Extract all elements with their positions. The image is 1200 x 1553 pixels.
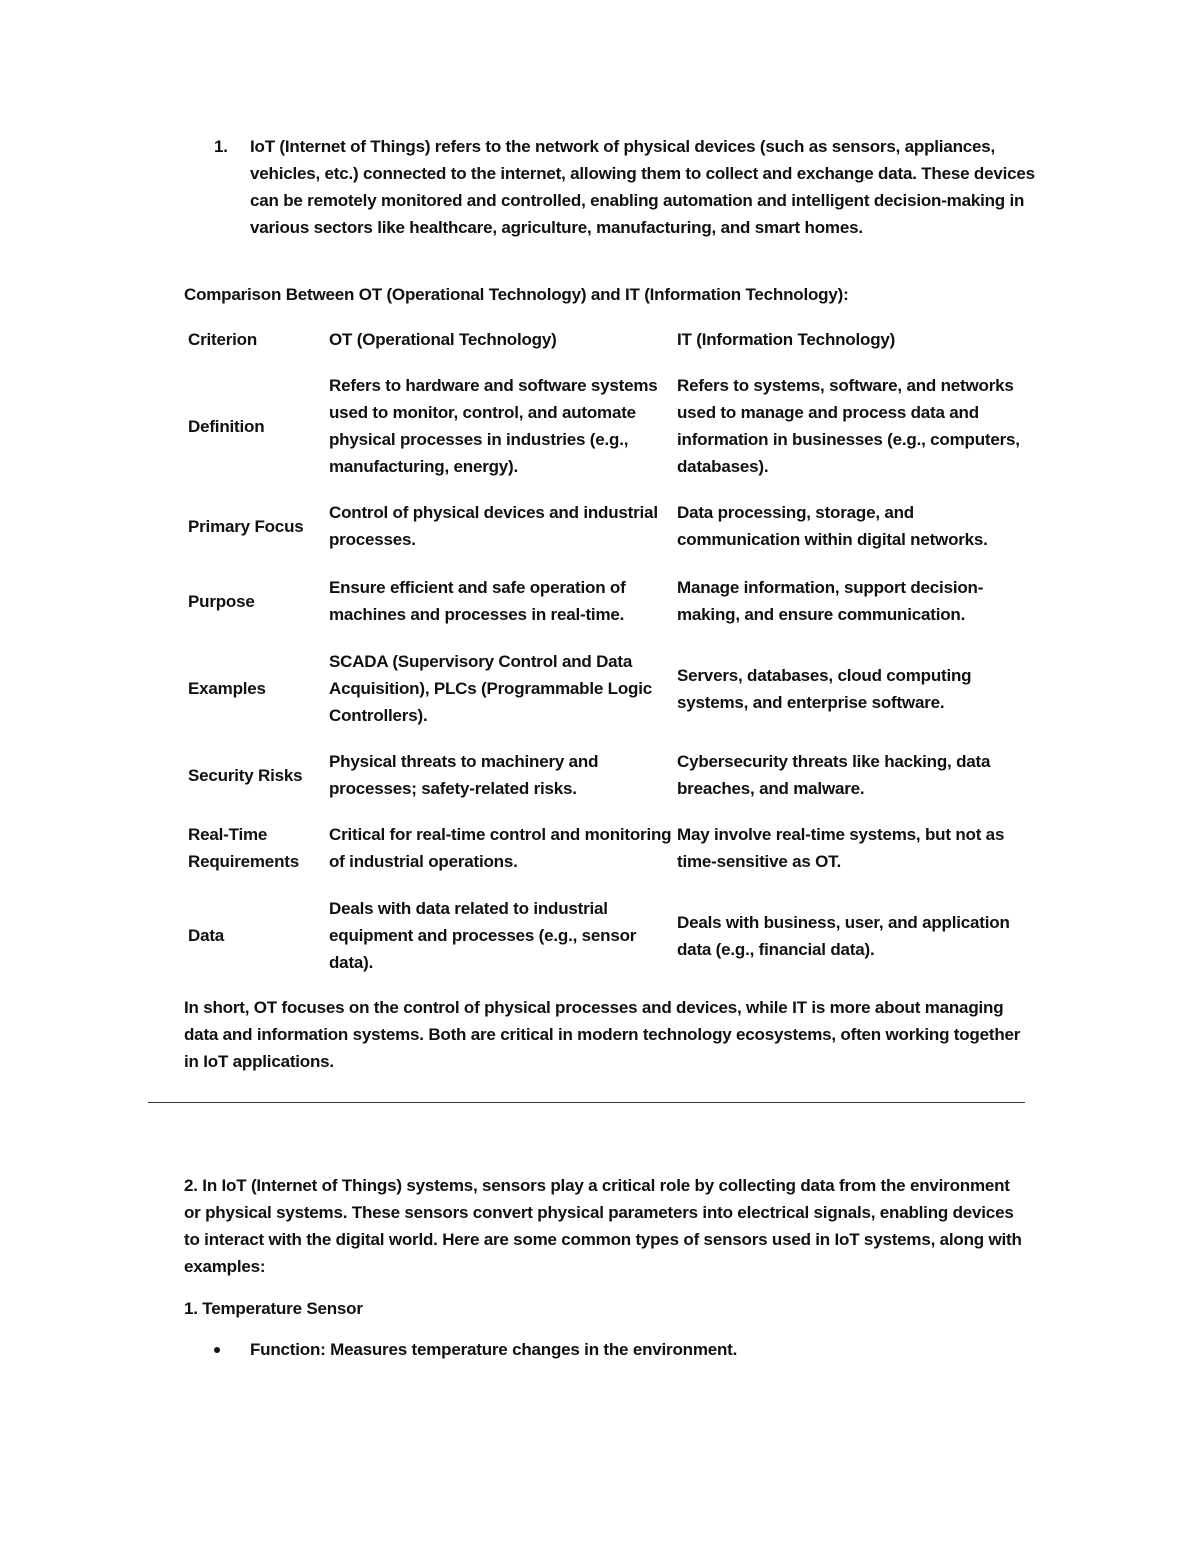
row-ot-cell: Control of physical devices and industrial processes. (329, 503, 658, 549)
row-criterion: Examples (188, 679, 266, 698)
comparison-heading: Comparison Between OT (Operational Technology) and IT (Information Technology): (184, 285, 849, 304)
table-row (188, 895, 1028, 976)
table-row (188, 748, 1028, 802)
row-ot-cell: Ensure efficient and safe operation of machines and processes in real-time. (329, 578, 626, 624)
list-number: 1. (214, 137, 228, 156)
row-ot-cell: SCADA (Supervisory Control and Data Acquisition), PLCs (Programmable Logic Controllers). (329, 652, 652, 725)
row-it-cell: Data processing, storage, and communication within digital networks. (677, 503, 988, 549)
bullet-text: Function: Measures temperature changes in the environment. (250, 1340, 738, 1359)
row-it-cell: Refers to systems, software, and networks used to manage and process data and information in businesses (e.g., computers, databases). (677, 376, 1020, 476)
row-ot-cell: Deals with data related to industrial equipment and processes (e.g., sensor data). (329, 899, 637, 972)
sensor-type-heading: 1. Temperature Sensor (184, 1299, 363, 1318)
row-it-cell: Deals with business, user, and application data (e.g., financial data). (677, 912, 1010, 959)
row-it-cell: Servers, databases, cloud computing systems, and enterprise software. (677, 665, 972, 712)
item-1-text: IoT (Internet of Things) refers to the network of physical devices (such as sensors, appliances, vehicles, etc.) connected to the internet, allowing them to collect and exchange data. These devices can be remotely monitored and controlled, enabling automation and intelligent decision-making in various sectors like healthcare, agriculture, manufacturing, and smart homes. (250, 137, 1035, 237)
row-ot-cell: Physical threats to machinery and processes; safety-related risks. (329, 752, 599, 798)
header-it: IT (Information Technology) (677, 330, 896, 349)
row-it-cell: May involve real-time systems, but not as time-sensitive as OT. (677, 825, 1005, 871)
row-criterion: Data (188, 926, 225, 945)
table-row (188, 648, 1028, 729)
row-criterion: Primary Focus (188, 516, 304, 536)
summary-paragraph: In short, OT focuses on the control of physical processes and devices, while IT is more about managing data and information systems. Both are critical in modern technology ecosystems, often working together in IoT applications. (184, 998, 1021, 1071)
row-it-cell: Cybersecurity threats like hacking, data breaches, and malware. (677, 752, 991, 798)
row-criterion: Real-Time Requirements (188, 825, 299, 871)
row-ot-cell: Critical for real-time control and monitoring of industrial operations. (329, 825, 672, 871)
horizontal-rule (148, 1102, 1025, 1103)
row-criterion: Definition (188, 416, 265, 436)
section-2-intro: 2. In IoT (Internet of Things) systems, sensors play a critical role by collecting data from the environment or physical systems. These sensors convert physical parameters into electrical signals, enabling devices to interact with the digital world. Here are some common types of sensors used in IoT systems, along with examples: (184, 1176, 1022, 1276)
table-header-row (188, 326, 1028, 353)
row-criterion: Security Risks (188, 765, 303, 785)
row-criterion: Purpose (188, 591, 255, 611)
table-row (188, 574, 1028, 628)
bullet-dot-icon (214, 1347, 220, 1353)
row-ot-cell: Refers to hardware and software systems used to monitor, control, and automate physical processes in industries (e.g., manufacturing, energy). (329, 376, 658, 476)
header-ot: OT (Operational Technology) (329, 330, 557, 349)
table-row (188, 821, 1028, 875)
table-row (188, 499, 1028, 553)
table-row (188, 372, 1028, 480)
row-it-cell: Manage information, support decision-making, and ensure communication. (677, 578, 984, 624)
header-criterion: Criterion (188, 330, 258, 349)
